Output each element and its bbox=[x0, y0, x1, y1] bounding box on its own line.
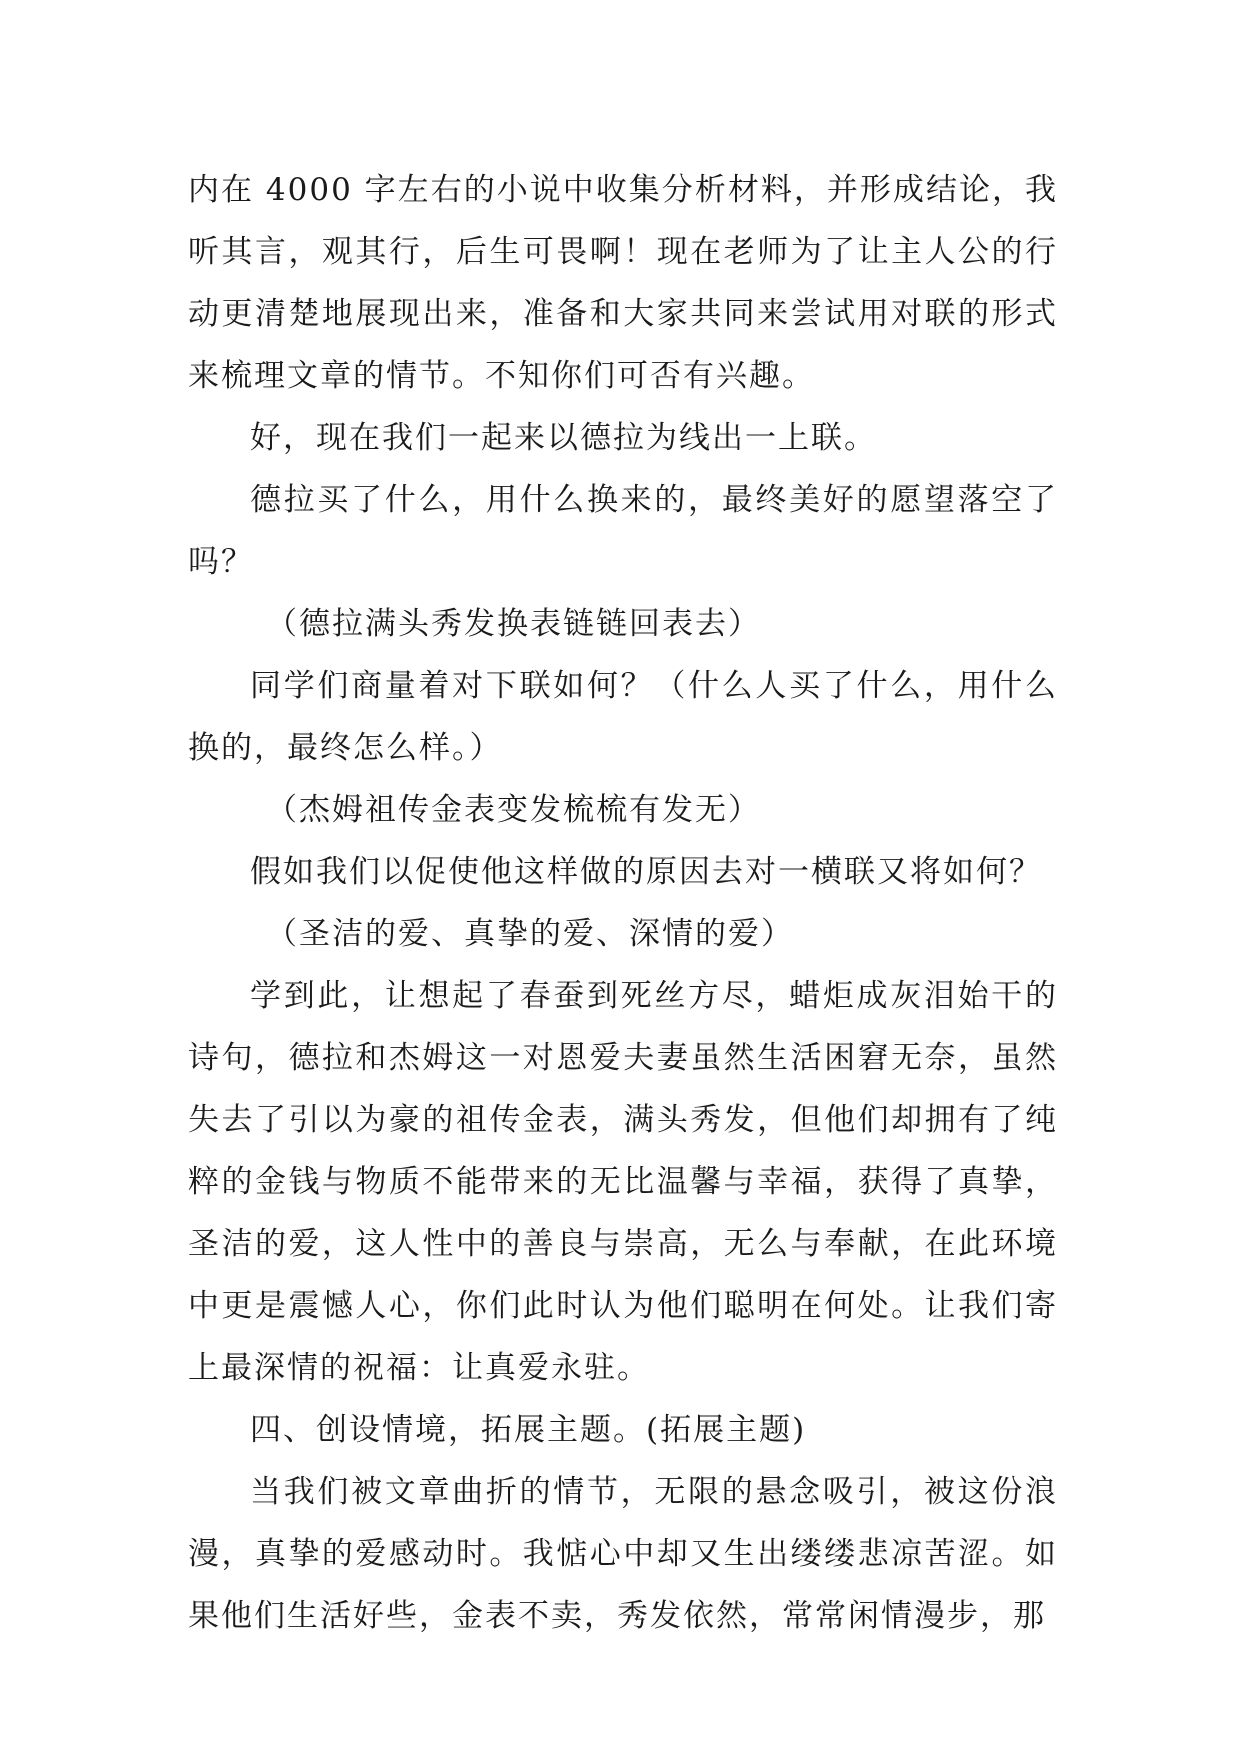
paragraph-6: （杰姆祖传金表变发梳梳有发无） bbox=[266, 792, 761, 828]
paragraph-4: （德拉满头秀发换表链链回表去） bbox=[266, 606, 761, 642]
paragraph-10: 四、创设情境，拓展主题。(拓展主题) bbox=[250, 1412, 807, 1448]
paragraph-9: 学到此，让想起了春蚕到死丝方尽，蜡炬成灰泪始干的诗句，德拉和杰姆这一对恩爱夫妻虽然生活困窘无奈，虽然失去了引以为豪的祖传金表，满头秀发，但他们却拥有了纯粹的金钱与物质不能带来的无比温馨与幸福，获得了真挚，圣洁的爱，这人性中的善良与崇高，无么与奉献，在此环境中更是震憾人心，你们此时认为他们聪明在何处。让我们寄上最深情的祝福：让真爱永驻。 bbox=[188, 978, 1058, 1386]
paragraph-8: （圣洁的爱、真挚的爱、深情的爱） bbox=[266, 916, 794, 952]
paragraph-11: 当我们被文章曲折的情节，无限的悬念吸引，被这份浪漫，真挚的爱感动时。我惦心中却又生出缕缕悲凉苦涩。如果他们生活好些，金表不卖，秀发依然，常常闲情漫步，那 bbox=[188, 1474, 1058, 1634]
paragraph-2: 好，现在我们一起来以德拉为线出一上联。 bbox=[250, 420, 877, 456]
paragraph-7: 假如我们以促使他这样做的原因去对一横联又将如何？ bbox=[250, 854, 1042, 890]
paragraph-3: 德拉买了什么，用什么换来的，最终美好的愿望落空了吗？ bbox=[188, 482, 1058, 580]
body-text bbox=[188, 159, 1058, 1647]
paragraph-5: 同学们商量着对下联如何？（什么人买了什么，用什么换的，最终怎么样。） bbox=[188, 668, 1058, 766]
paragraph-1: 内在 4000 字左右的小说中收集分析材料，并形成结论，我听其言，观其行，后生可畏啊！现在老师为了让主人公的行动更清楚地展现出来，准备和大家共同来尝试用对联的形式来梳理文章的情节。不知你们可否有兴趣。 bbox=[188, 172, 1058, 394]
